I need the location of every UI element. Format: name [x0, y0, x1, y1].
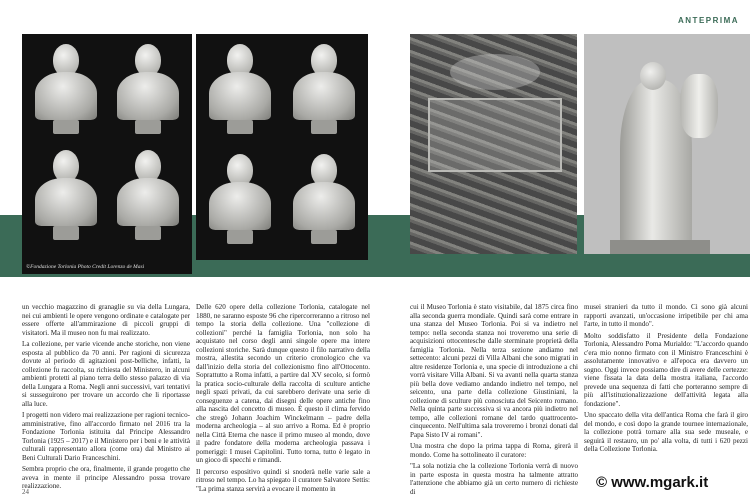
- bust-icon: [26, 40, 106, 136]
- paragraph: "La sola notizia che la collezione Torlonia verrà di nuovo in parte esposta in questa mostra ha talmente attratto l'attenzione che abbiamo già un certo numero di richieste di: [410, 462, 578, 496]
- bust-icon: [284, 40, 364, 136]
- paragraph: un vecchio magazzino di granaglie su via della Lungara, nei cui ambienti le opere vengono ordinate e catalogate per essere offerte all'ammirazione di piccoli gruppi di visitatori. Ma il museo non fu mai realizzato.: [22, 303, 190, 337]
- photo-statue: [584, 34, 750, 254]
- text-column-1: [22, 303, 190, 494]
- photo-busts-left: [22, 34, 192, 274]
- photo-busts-right: [196, 34, 368, 260]
- watermark: © www.mgark.it: [596, 474, 709, 491]
- paragraph: Sembra proprio che ora, finalmente, il grande progetto che aveva in mente il principe Alessandro possa trovare realizzazione.: [22, 465, 190, 490]
- paragraph: musei stranieri da tutto il mondo. Ci sono già alcuni rapporti avanzati, un'occasione irripetibile per chi ama l'arte, in tutto il mondo".: [584, 303, 748, 328]
- text-column-4: [584, 303, 748, 457]
- paragraph: I progetti non videro mai realizzazione per ragioni tecnico-amministrative, fino all'accordo firmato nel 2016 tra la Fondazione Torlonia istituita dal Principe Alessandro Torlonia (1925 – 2017) e il Ministero per i beni e le attività culturali rappresentato allora (come ora) dal Ministro ai Beni Culturali Dario Franceschini.: [22, 411, 190, 462]
- bust-icon: [26, 146, 106, 242]
- paragraph: La collezione, per varie vicende anche storiche, non viene esposta al pubblico da 70 anni. Per ragioni di sicurezza dovute al periodo di agitazioni post-belliche, infatti, la collezione fu raccolta, su richiesta del Ministero, in alcuni ambienti protetti al piano terra dello stesso palazzo di via della Lungara a Roma. Negli anni successivi, vari tentativi si susseguirono per trovare un accordo che li riportasse alla luce.: [22, 340, 190, 408]
- bust-icon: [200, 40, 280, 136]
- bust-icon: [108, 146, 188, 242]
- bust-icon: [284, 150, 364, 246]
- paragraph: Una mostra che dopo la prima tappa di Roma, girerà il mondo. Come ha sottolineato il curatore:: [410, 442, 578, 459]
- statue-icon: [584, 34, 750, 254]
- bust-icon: [200, 150, 280, 246]
- paragraph: Molto soddisfatto il Presidente della Fondazione Torlonia, Alessandro Poma Murialdo: "L'accordo quando c'era mio nonno firmato con il Ministro Franceschini è assolutamente innovativo e all'epoca era davvero un sogno. Oggi invece possiamo dire di avere delle certezze: viene fissata la data della mostra italiana, l'accordo prevede una sequenza di fatti che porteranno sempre di più all'istituzionalizzazione dell'attività legata alla fondazione".: [584, 331, 748, 408]
- relief-icon: [410, 34, 577, 254]
- bust-icon: [108, 40, 188, 136]
- paragraph: Il percorso espositivo quindi si snoderà nelle varie sale a ritroso nel tempo. Lo ha spiegato il curatore Salvatore Settis: "La prima stanza servirà a evocare il momento in: [196, 467, 370, 493]
- paragraph: cui il Museo Torlonia è stato visitabile, dal 1875 circa fino alla seconda guerra mondiale. Quindi sarà come entrare in una stanza del Museo Torlonia. Poi si va indietro nel tempo: nella seconda stanza noi troveremo una serie di acquisizioni ottocentesche dalle sterminate proprietà della famiglia Torlonia. Nella terza sezione andiamo nel settecento: alcuni pezzi di Villa Albani che sono migrati in altre residenze Torlonia e, una specie di introduzione a chi vorrà visitare Villa Albani. Si va avanti nella quarta stanza più bella dove vediamo andando indietro nel tempo, nel seicento, una parte della collezione Giustiniani, la collezione di sculture più conosciuta del Seicento romano. Nella quinta parte successiva si va ancora più indietro nel tempo, alle collezioni romane del tardo quattrocento-cinquecento. Nell'ultima sala troveremo i bronzi donati dal Papa Sisto IV ai romani".: [410, 303, 578, 439]
- photo-credit: ©Fondazione Torlonia Photo Credit Lorenzo de Masi: [26, 264, 145, 270]
- text-column-2: [196, 303, 370, 496]
- page-number: 24: [22, 488, 29, 496]
- paragraph: Uno spaccato della vita dell'antica Roma che farà il giro del mondo, e così dopo la grande tournee internazionale, la collezione potrà tornare alla sua sede museale, e seguirà il restauro, un po' alla volta, di tutti i 620 pezzi della Collezione Torlonia.: [584, 411, 748, 453]
- photo-relief: [410, 34, 577, 254]
- section-label: ANTEPRIMA: [678, 16, 740, 25]
- text-column-3: [410, 303, 578, 499]
- paragraph: Delle 620 opere della collezione Torlonia, catalogate nel 1880, ne saranno esposte 96 che ripercorreranno a ritroso nel tempo la storia della collezione. Una "collezione di collezioni" perché la famiglia Torlonia, non solo ha acquistato nel corso degli anni singole opere ma intere collezioni storiche. Sarà dunque questo il filo narrativo della mostra, allestita secondo un criterio cronologico che va dall'inizio della storia del collezionismo fino all'Ottocento. Soprattutto a Roma infatti, a partire dal XV secolo, si formò la pratica socio-culturale della raccolta di sculture antiche negli spazi privati, da cui sarebbero derivate una serie di conseguenze a catena, dai disegni delle opere antiche fino alla nascita del concetto di museo. È questo il clima fervido che stregò Johann Joachim Winckelmann – padre della moderna archeologia – al suo arrivo a Roma. Ed è proprio nella Città Eterna che nasce il primo museo al mondo, dove il padre fondatore della moderna archeologia passava i pomeriggi: I musei Capitolini. Tutto torna, tutto è legato in un gioco di specchi e rimandi.: [196, 303, 370, 464]
